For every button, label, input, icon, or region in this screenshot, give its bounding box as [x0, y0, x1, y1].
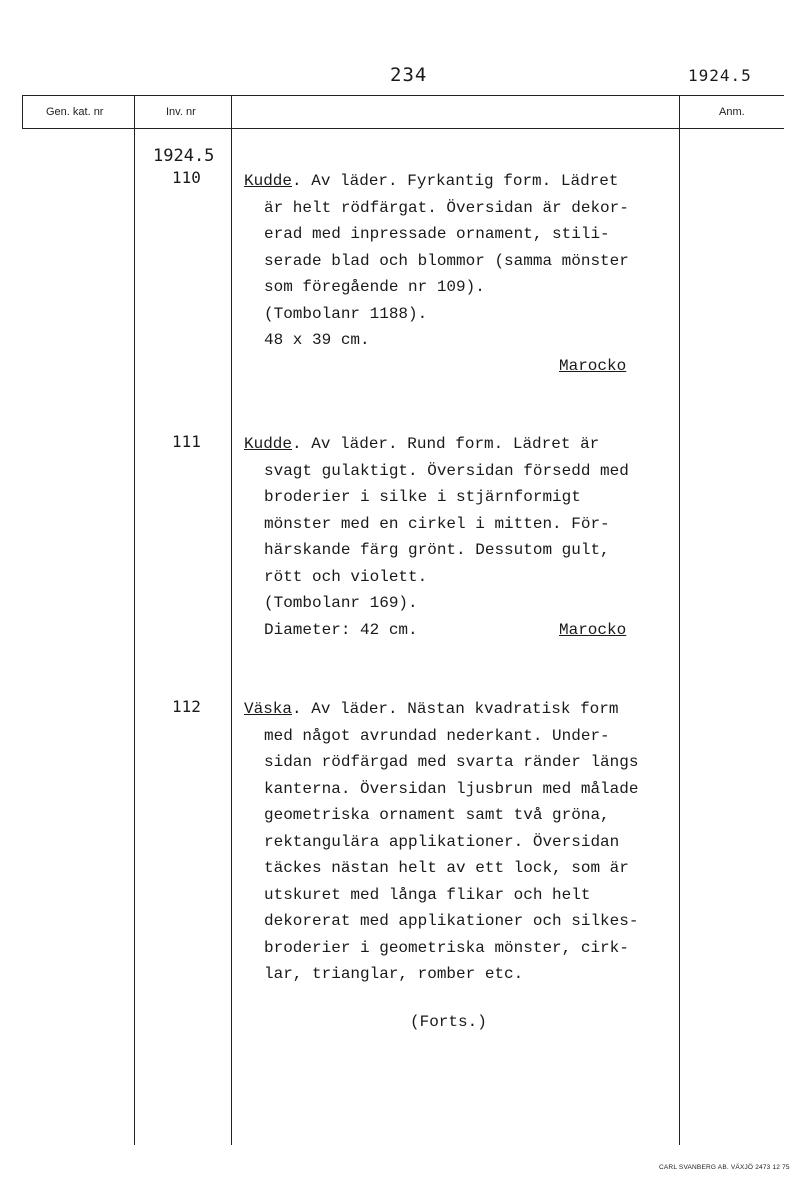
entry-line: med något avrundad nederkant. Under- — [264, 726, 610, 745]
origin-111 — [559, 617, 626, 644]
inv-number-111: 111 — [172, 432, 201, 451]
entry-line: lar, trianglar, romber etc. — [264, 965, 524, 983]
entry-line: broderier i silke i stjärnformigt — [264, 488, 581, 506]
entry-line: kanterna. Översidan ljusbrun med målade — [264, 779, 639, 798]
inv-number-112: 112 — [172, 697, 201, 716]
entry-first-line-rest: . Av läder. Rund form. Lädret är — [292, 435, 600, 453]
entry-title: Kudde — [244, 172, 293, 190]
entry-line: mönster med en cirkel i mitten. För- — [264, 514, 610, 533]
header-rule — [22, 128, 784, 129]
entry-first-line-rest: . Av läder. Fyrkantig form. Lädret — [292, 172, 619, 190]
entry-line: som föregående nr 109). — [264, 278, 485, 296]
entry-first-line-rest: . Av läder. Nästan kvadratisk form — [292, 700, 619, 718]
origin-label: Marocko — [559, 357, 627, 375]
entry-line: broderier i geometriska mönster, cirk- — [264, 938, 629, 957]
entry-line: rött och violett. — [264, 567, 428, 586]
entry-line: erad med inpressade ornament, stili- — [264, 225, 610, 243]
entry-112 — [244, 696, 680, 988]
entry-line: är helt rödfärgat. Översidan är dekor- — [264, 198, 629, 217]
col-divider-1 — [134, 95, 135, 1145]
entry-first-line — [244, 696, 680, 723]
entry-line: geometriska ornament samt två gröna, — [264, 806, 610, 824]
origin-110 — [559, 353, 626, 380]
printer-footer: CARL SVANBERG AB. VÄXJÖ 2473 12 75 — [659, 1164, 790, 1171]
entry-line: svagt gulaktigt. Översidan försedd med — [264, 461, 629, 480]
entry-title: Kudde — [244, 435, 293, 453]
entry-line: (Tombolanr 1188). — [264, 304, 428, 323]
entry-110 — [244, 168, 680, 354]
entry-line: härskande färg grönt. Dessutom gult, — [264, 541, 610, 559]
entry-line: dekorerat med applikationer och silkes- — [264, 912, 639, 930]
entry-line: 48 x 39 cm. — [264, 331, 370, 349]
entry-line: serade blad och blommor (samma mönster — [264, 251, 629, 270]
origin-label: Marocko — [559, 621, 627, 639]
entry-111 — [244, 431, 680, 643]
entry-line: (Tombolanr 169). — [264, 594, 418, 612]
entry-line: rektangulära applikationer. Översidan — [264, 832, 620, 851]
left-edge — [22, 95, 23, 129]
entry-line: utskuret med långa flikar och helt — [264, 885, 591, 904]
entry-first-line — [244, 431, 680, 458]
column-header-gen-kat: Gen. kat. nr — [46, 106, 104, 118]
entry-first-line — [244, 168, 680, 195]
column-header-inv: Inv. nr — [166, 106, 196, 118]
top-rule — [22, 95, 784, 96]
entry-line: sidan rödfärgad med svarta ränder längs — [264, 753, 639, 771]
entry-line: täckes nästan helt av ett lock, som är — [264, 859, 629, 877]
year-reference: 1924.5 — [688, 66, 752, 85]
entry-title: Väska — [244, 700, 293, 718]
entry-line-dimensions: Diameter: 42 cm. — [264, 620, 418, 639]
inv-number-110: 110 — [172, 168, 201, 187]
col-divider-2 — [231, 95, 232, 1145]
page-number: 234 — [390, 64, 428, 86]
continued-note: (Forts.) — [410, 1013, 487, 1031]
catalog-year: 1924.5 — [153, 146, 215, 166]
column-header-anm: Anm. — [719, 106, 745, 118]
